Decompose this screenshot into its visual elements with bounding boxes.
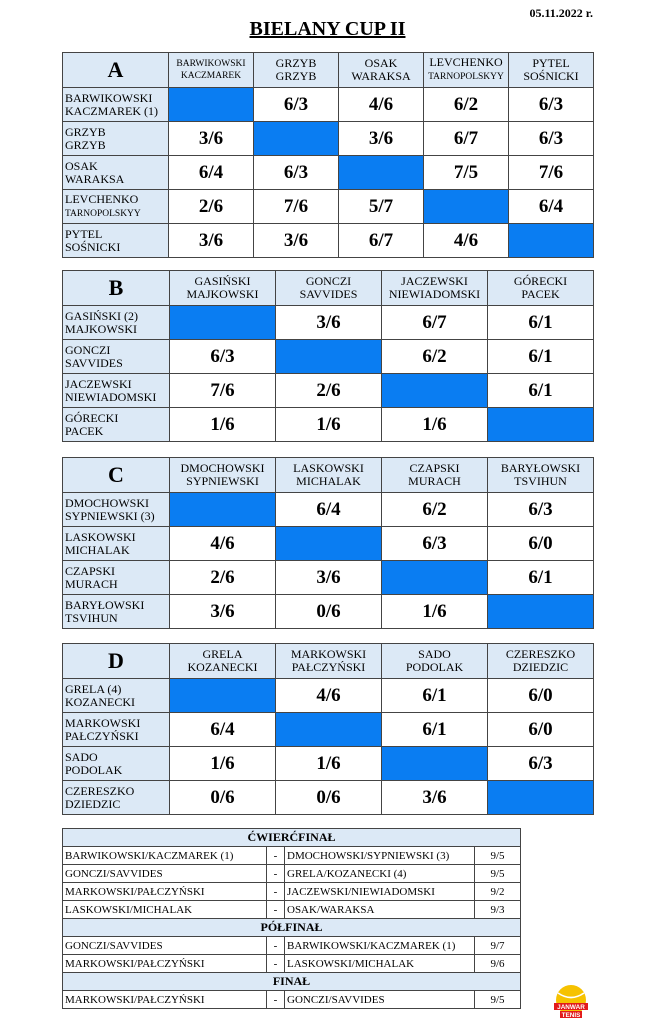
- score-cell: 6/2: [424, 88, 509, 122]
- match-result: 9/7: [475, 937, 521, 955]
- row-header: GRELA (4) KOZANECKI: [63, 679, 170, 713]
- row-header: SADO PODOLAK: [63, 747, 170, 781]
- diagonal-cell: [170, 306, 276, 340]
- score-cell: 0/6: [276, 595, 382, 629]
- diagonal-cell: [382, 374, 488, 408]
- match-player-1: MARKOWSKI/PAŁCZYŃSKI: [63, 955, 267, 973]
- score-cell: 6/1: [488, 340, 594, 374]
- score-cell: 1/6: [170, 408, 276, 442]
- column-header: CZERESZKO DZIEDZIC: [488, 644, 594, 679]
- match-player-1: GONCZI/SAVVIDES: [63, 865, 267, 883]
- match-result: 9/2: [475, 883, 521, 901]
- score-cell: 3/6: [170, 595, 276, 629]
- score-cell: 6/3: [488, 493, 594, 527]
- score-cell: 5/7: [339, 190, 424, 224]
- score-cell: 7/6: [170, 374, 276, 408]
- match-result: 9/6: [475, 955, 521, 973]
- column-header: SADO PODOLAK: [382, 644, 488, 679]
- score-cell: 6/1: [488, 306, 594, 340]
- score-cell: 6/3: [382, 527, 488, 561]
- score-cell: 3/6: [254, 224, 339, 258]
- match-row: [63, 883, 521, 901]
- score-cell: 0/6: [276, 781, 382, 815]
- row-header: CZAPSKI MURACH: [63, 561, 170, 595]
- match-result: 9/5: [475, 865, 521, 883]
- row-header: GASIŃSKI (2) MAJKOWSKI: [63, 306, 170, 340]
- group-label: D: [63, 644, 170, 679]
- row-header: CZERESZKO DZIEDZIC: [63, 781, 170, 815]
- match-player-2: LASKOWSKI/MICHALAK: [285, 955, 475, 973]
- match-player-2: BARWIKOWSKI/KACZMAREK (1): [285, 937, 475, 955]
- row-header: DMOCHOWSKI SYPNIEWSKI (3): [63, 493, 170, 527]
- diagonal-cell: [488, 781, 594, 815]
- match-player-1: LASKOWSKI/MICHALAK: [63, 901, 267, 919]
- score-cell: 6/1: [488, 561, 594, 595]
- column-header: GRZYB GRZYB: [254, 53, 339, 88]
- group-label: A: [63, 53, 169, 88]
- score-cell: 1/6: [382, 408, 488, 442]
- score-cell: 0/6: [170, 781, 276, 815]
- match-player-1: BARWIKOWSKI/KACZMAREK (1): [63, 847, 267, 865]
- score-cell: 4/6: [170, 527, 276, 561]
- column-header: BARYŁOWSKI TSVIHUN: [488, 458, 594, 493]
- column-header: PYTEL SOŚNICKI: [509, 53, 594, 88]
- janwar-tenis-logo: [551, 982, 591, 1022]
- logo-text-1: JANWAR: [557, 1004, 585, 1011]
- match-row: [63, 865, 521, 883]
- column-header: DMOCHOWSKI SYPNIEWSKI: [170, 458, 276, 493]
- score-cell: 6/1: [382, 679, 488, 713]
- score-cell: 3/6: [382, 781, 488, 815]
- score-cell: 6/3: [254, 88, 339, 122]
- diagonal-cell: [339, 156, 424, 190]
- row-header: OSAK WARAKSA: [63, 156, 169, 190]
- group-c-table: [62, 457, 594, 629]
- score-cell: 6/3: [170, 340, 276, 374]
- score-cell: 6/0: [488, 679, 594, 713]
- match-separator: -: [267, 847, 285, 865]
- group-a-table: [62, 52, 594, 258]
- score-cell: 6/4: [276, 493, 382, 527]
- row-header: GONCZI SAVVIDES: [63, 340, 170, 374]
- diagonal-cell: [170, 679, 276, 713]
- match-player-2: GONCZI/SAVVIDES: [285, 991, 475, 1009]
- diagonal-cell: [488, 595, 594, 629]
- group-label: B: [63, 271, 170, 306]
- score-cell: 4/6: [276, 679, 382, 713]
- match-row: [63, 901, 521, 919]
- stage-header-semifinal: PÓŁFINAŁ: [63, 919, 521, 937]
- column-header: GONCZI SAVVIDES: [276, 271, 382, 306]
- score-cell: 7/6: [509, 156, 594, 190]
- row-header: BARWIKOWSKI KACZMAREK (1): [63, 88, 169, 122]
- diagonal-cell: [382, 561, 488, 595]
- score-cell: 6/2: [382, 340, 488, 374]
- diagonal-cell: [276, 713, 382, 747]
- match-separator: -: [267, 955, 285, 973]
- diagonal-cell: [276, 527, 382, 561]
- score-cell: 3/6: [339, 122, 424, 156]
- score-cell: 2/6: [169, 190, 254, 224]
- column-header: GÓRECKI PACEK: [488, 271, 594, 306]
- match-player-2: GRELA/KOZANECKI (4): [285, 865, 475, 883]
- row-header: GRZYB GRZYB: [63, 122, 169, 156]
- group-label: C: [63, 458, 170, 493]
- column-header: LEVCHENKO TARNOPOLSKYY: [424, 53, 509, 88]
- match-row: [63, 991, 521, 1009]
- match-row: [63, 955, 521, 973]
- score-cell: 4/6: [424, 224, 509, 258]
- score-cell: 1/6: [382, 595, 488, 629]
- score-cell: 6/4: [169, 156, 254, 190]
- score-cell: 7/6: [254, 190, 339, 224]
- score-cell: 6/7: [339, 224, 424, 258]
- match-separator: -: [267, 901, 285, 919]
- row-header: MARKOWSKI PAŁCZYŃSKI: [63, 713, 170, 747]
- match-player-2: OSAK/WARAKSA: [285, 901, 475, 919]
- score-cell: 6/7: [382, 306, 488, 340]
- score-cell: 6/1: [488, 374, 594, 408]
- score-cell: 6/4: [170, 713, 276, 747]
- score-cell: 2/6: [170, 561, 276, 595]
- match-row: [63, 937, 521, 955]
- column-header: OSAK WARAKSA: [339, 53, 424, 88]
- score-cell: 7/5: [424, 156, 509, 190]
- match-player-1: MARKOWSKI/PAŁCZYŃSKI: [63, 991, 267, 1009]
- match-result: 9/3: [475, 901, 521, 919]
- score-cell: 3/6: [276, 306, 382, 340]
- diagonal-cell: [509, 224, 594, 258]
- match-separator: -: [267, 883, 285, 901]
- column-header: LASKOWSKI MICHALAK: [276, 458, 382, 493]
- match-result: 9/5: [475, 847, 521, 865]
- column-header: GRELA KOZANECKI: [170, 644, 276, 679]
- column-header: CZAPSKI MURACH: [382, 458, 488, 493]
- row-header: LASKOWSKI MICHALAK: [63, 527, 170, 561]
- score-cell: 3/6: [169, 122, 254, 156]
- knockout-table: [62, 828, 521, 1009]
- score-cell: 1/6: [170, 747, 276, 781]
- diagonal-cell: [488, 408, 594, 442]
- score-cell: 6/3: [509, 122, 594, 156]
- score-cell: 2/6: [276, 374, 382, 408]
- column-header: GASIŃSKI MAJKOWSKI: [170, 271, 276, 306]
- score-cell: 6/2: [382, 493, 488, 527]
- match-player-2: JACZEWSKI/NIEWIADOMSKI: [285, 883, 475, 901]
- match-result: 9/5: [475, 991, 521, 1009]
- match-player-1: MARKOWSKI/PAŁCZYŃSKI: [63, 883, 267, 901]
- score-cell: 4/6: [339, 88, 424, 122]
- score-cell: 6/7: [424, 122, 509, 156]
- score-cell: 1/6: [276, 408, 382, 442]
- score-cell: 3/6: [169, 224, 254, 258]
- match-row: [63, 847, 521, 865]
- column-header: BARWIKOWSKI KACZMAREK: [169, 53, 254, 88]
- match-separator: -: [267, 865, 285, 883]
- row-header: LEVCHENKO TARNOPOLSKYY: [63, 190, 169, 224]
- group-d-table: [62, 643, 594, 815]
- diagonal-cell: [169, 88, 254, 122]
- match-player-2: DMOCHOWSKI/SYPNIEWSKI (3): [285, 847, 475, 865]
- group-b-table: [62, 270, 594, 442]
- row-header: GÓRECKI PACEK: [63, 408, 170, 442]
- row-header: JACZEWSKI NIEWIADOMSKI: [63, 374, 170, 408]
- diagonal-cell: [170, 493, 276, 527]
- diagonal-cell: [276, 340, 382, 374]
- column-header: MARKOWSKI PAŁCZYŃSKI: [276, 644, 382, 679]
- score-cell: 6/3: [509, 88, 594, 122]
- row-header: PYTEL SOŚNICKI: [63, 224, 169, 258]
- diagonal-cell: [382, 747, 488, 781]
- score-cell: 6/1: [382, 713, 488, 747]
- match-player-1: GONCZI/SAVVIDES: [63, 937, 267, 955]
- match-separator: -: [267, 991, 285, 1009]
- tournament-date: 05.11.2022 r.: [529, 6, 593, 20]
- diagonal-cell: [424, 190, 509, 224]
- score-cell: 1/6: [276, 747, 382, 781]
- match-separator: -: [267, 937, 285, 955]
- logo-text-2: TENIS: [561, 1012, 581, 1019]
- score-cell: 6/4: [509, 190, 594, 224]
- score-cell: 6/0: [488, 713, 594, 747]
- score-cell: 6/3: [254, 156, 339, 190]
- stage-header-final: FINAŁ: [63, 973, 521, 991]
- diagonal-cell: [254, 122, 339, 156]
- stage-header-quarterfinal: ĆWIERĆFINAŁ: [63, 829, 521, 847]
- tournament-title: BIELANY CUP II: [249, 18, 406, 40]
- row-header: BARYŁOWSKI TSVIHUN: [63, 595, 170, 629]
- score-cell: 6/3: [488, 747, 594, 781]
- score-cell: 3/6: [276, 561, 382, 595]
- column-header: JACZEWSKI NIEWIADOMSKI: [382, 271, 488, 306]
- score-cell: 6/0: [488, 527, 594, 561]
